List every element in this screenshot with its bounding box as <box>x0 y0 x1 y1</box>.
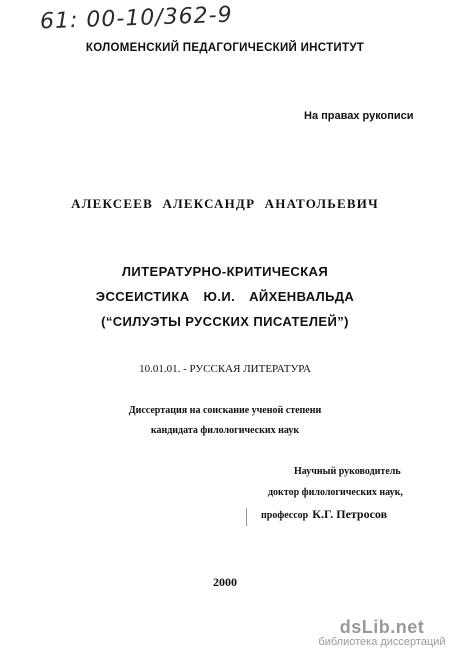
title-line-3: (“СИЛУЭТЫ РУССКИХ ПИСАТЕЛЕЙ”) <box>101 314 349 329</box>
supervisor-role: Научный руководитель <box>294 466 401 477</box>
degree-line-1: Диссертация на соискание ученой степени <box>128 405 322 416</box>
rights-note: На правах рукописи <box>304 110 414 122</box>
watermark-logo: dsLib.net <box>339 617 425 637</box>
supervisor-line <box>261 507 387 522</box>
margin-mark <box>246 508 247 526</box>
supervisor-title: профессор <box>261 510 309 521</box>
dslib-watermark[interactable] <box>318 618 446 649</box>
institute-name: КОЛОМЕНСКИЙ ПЕДАГОГИЧЕСКИЙ ИНСТИТУТ <box>85 42 365 54</box>
author-name: АЛЕКСЕЕВ АЛЕКСАНДР АНАТОЛЬЕВИЧ <box>71 196 379 211</box>
title-line-2: ЭССЕИСТИКА Ю.И. АЙХЕНВАЛЬДА <box>95 289 355 304</box>
supervisor-name: К.Г. Петросов <box>312 507 388 521</box>
watermark-subtitle: библиотека диссертаций <box>318 636 446 648</box>
handwritten-catalog-code: 61: 00-10/362-9 <box>39 2 234 35</box>
title-line-1: ЛИТЕРАТУРНО-КРИТИЧЕСКАЯ <box>121 264 329 279</box>
degree-line-2: кандидата филологических наук <box>150 425 300 436</box>
year: 2000 <box>213 575 237 589</box>
supervisor-degree: доктор филологических наук, <box>268 487 403 498</box>
specialty-code: 10.01.01. - РУССКАЯ ЛИТЕРАТУРА <box>139 363 311 375</box>
